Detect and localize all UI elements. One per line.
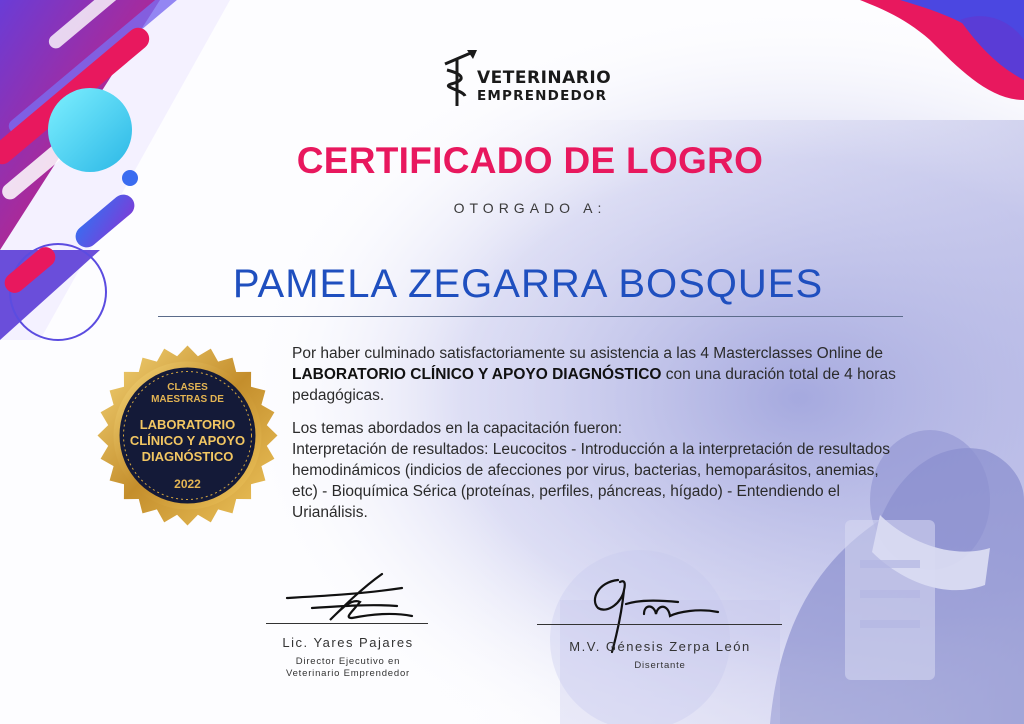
brand-logo xyxy=(443,48,623,108)
seal-line-2: MAESTRAS DE xyxy=(151,394,224,405)
signature-1-role-line-2: Veterinario Emprendedor xyxy=(285,668,411,679)
signature-2-name: M.V. Génesis Zerpa León xyxy=(569,639,751,654)
caduceus-arrow-icon xyxy=(443,50,479,108)
signature-2-line xyxy=(537,624,782,625)
seal-year: 2022 xyxy=(174,477,201,491)
recipient-underline xyxy=(158,316,903,317)
certificate-body xyxy=(292,343,902,535)
seal-line-4: CLÍNICO Y APOYO xyxy=(129,433,246,448)
body-paragraph-2 xyxy=(292,418,902,523)
logo-line-2: EMPRENDEDOR xyxy=(477,88,608,104)
signature-1-image xyxy=(282,568,422,628)
course-seal xyxy=(95,343,280,528)
logo-line-1: VETERINARIO xyxy=(477,68,612,88)
topics-list: Interpretación de resultados: Leucocitos - Introducción a la interpretación de resultados hemodinámicos (indicios de afecciones por virus, bacterias, hemoparásitos, anemias, etc) - Bioquímica Sérica (proteínas, perfiles, páncreas, hígado) - Entendiendo el Urianálisis. xyxy=(292,441,890,521)
topics-intro: Los temas abordados en la capacitación fueron: xyxy=(292,420,623,437)
seal-line-3: LABORATORIO xyxy=(139,417,236,432)
awarded-to-label: OTORGADO A: xyxy=(453,200,607,216)
signature-2-role: Disertante xyxy=(634,660,686,671)
seal-line-5: DIAGNÓSTICO xyxy=(141,449,234,464)
course-name: LABORATORIO CLÍNICO Y APOYO DIAGNÓSTICO xyxy=(292,366,662,383)
signature-1-role-line-1: Director Ejecutivo en xyxy=(295,656,401,667)
recipient-name: PAMELA ZEGARRA BOSQUES xyxy=(232,262,824,306)
certificate-title: CERTIFICADO DE LOGRO xyxy=(296,140,764,181)
signature-1-line xyxy=(266,623,428,624)
seal-line-1: CLASES xyxy=(167,382,208,393)
body-paragraph-1: Por haber culminado satisfactoriamente su asistencia a las 4 Masterclasses Online de LABORATORIO CLÍNICO Y APOYO DIAGNÓSTICO con una duración total de 4 horas pedagógicas. xyxy=(292,345,896,404)
signature-1-name: Lic. Yares Pajares xyxy=(282,635,414,650)
